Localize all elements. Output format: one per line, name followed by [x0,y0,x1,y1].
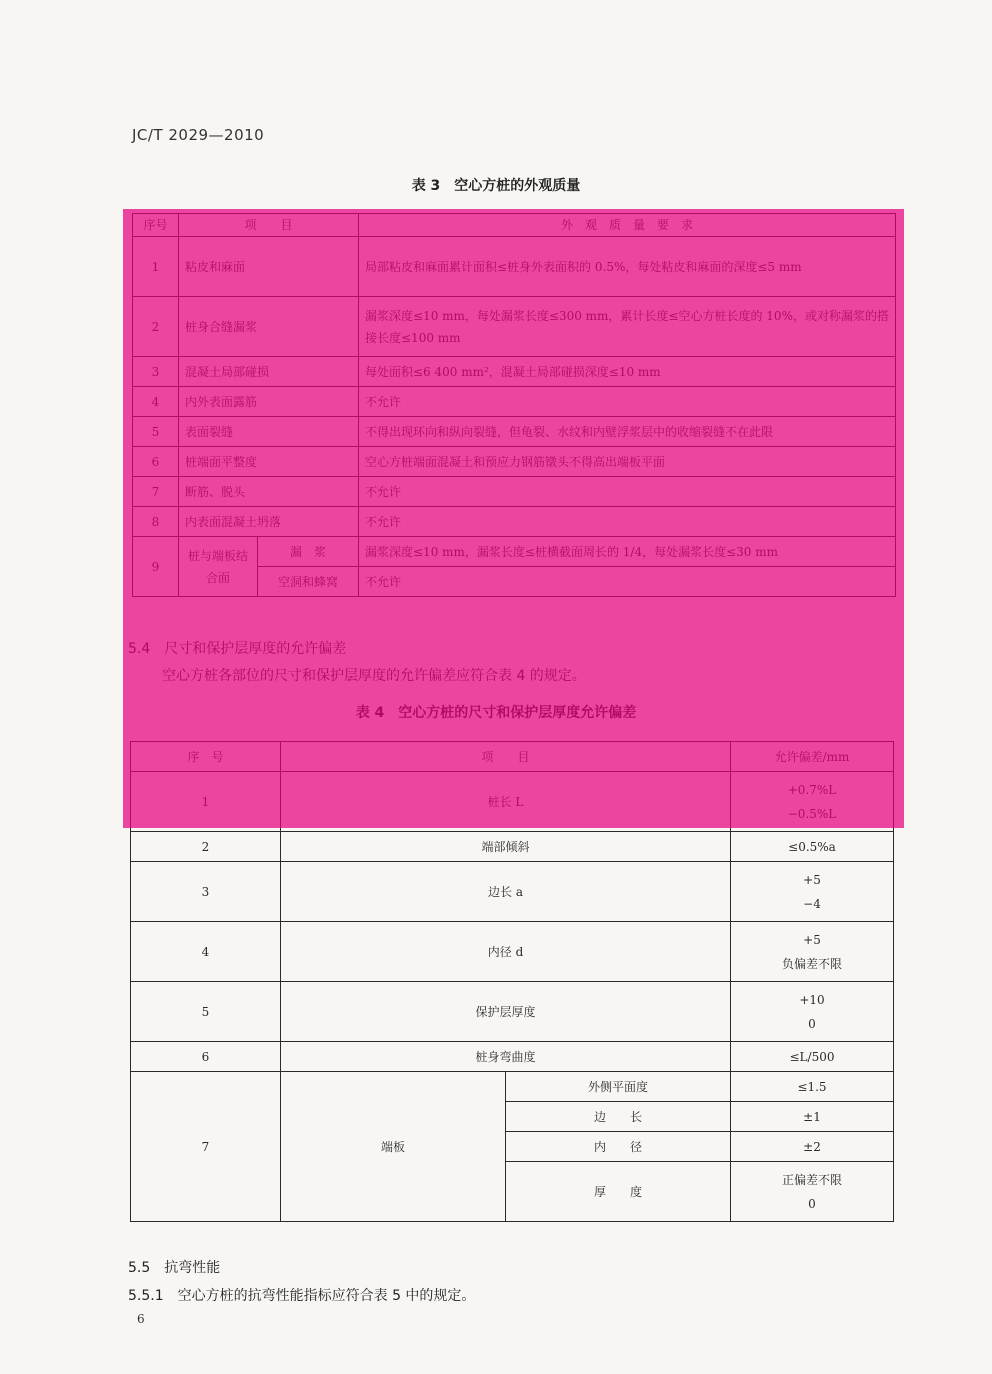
row-subitem: 厚 度 [506,1162,731,1222]
dev-lower: −4 [803,896,821,911]
dev-upper: +5 [803,872,821,887]
dev-lower: 负偏差不限 [781,956,842,971]
row-dev [731,922,894,982]
row-dev: ≤1.5 [731,1072,894,1102]
row-subitem: 内 径 [506,1132,731,1162]
row-no: 7 [131,1072,281,1222]
row-dev [731,982,894,1042]
dev-lower: 0 [808,1016,816,1031]
row-no: 6 [131,1042,281,1072]
row-no: 3 [131,862,281,922]
row-no: 4 [131,922,281,982]
row-item: 桩身弯曲度 [281,1042,731,1072]
row-dev [731,862,894,922]
row-subitem: 外侧平面度 [506,1072,731,1102]
table-row [131,1042,894,1072]
table-row [131,1072,894,1102]
row-no: 5 [131,982,281,1042]
dev-upper: +10 [799,992,825,1007]
section-5-5-heading: 5.5 抗弯性能 [128,1260,221,1276]
row-no: 2 [131,832,281,862]
dev-lower: 0 [808,1196,816,1211]
row-item: 边长 a [281,862,731,922]
row-item: 端板 [281,1072,506,1222]
row-item: 保护层厚度 [281,982,731,1042]
table-row [131,922,894,982]
row-item: 内径 d [281,922,731,982]
page-number: 6 [137,1312,145,1326]
document-code: JC/T 2029—2010 [132,126,265,144]
row-dev: ±1 [731,1102,894,1132]
dev-upper: 正偏差不限 [781,1172,842,1187]
row-dev: ≤L/500 [731,1042,894,1072]
section-5-5-1-text: 5.5.1 空心方桩的抗弯性能指标应符合表 5 中的规定。 [128,1288,476,1304]
row-dev [731,1162,894,1222]
table-row [131,982,894,1042]
row-item: 端部倾斜 [281,832,731,862]
table3-title: 表 3 空心方桩的外观质量 [411,178,581,194]
table-row [131,862,894,922]
row-subitem: 边 长 [506,1102,731,1132]
row-dev: ±2 [731,1132,894,1162]
row-dev: ≤0.5%a [731,832,894,862]
table-row [131,832,894,862]
dev-upper: +5 [803,932,821,947]
magenta-highlight-overlay [123,209,904,828]
